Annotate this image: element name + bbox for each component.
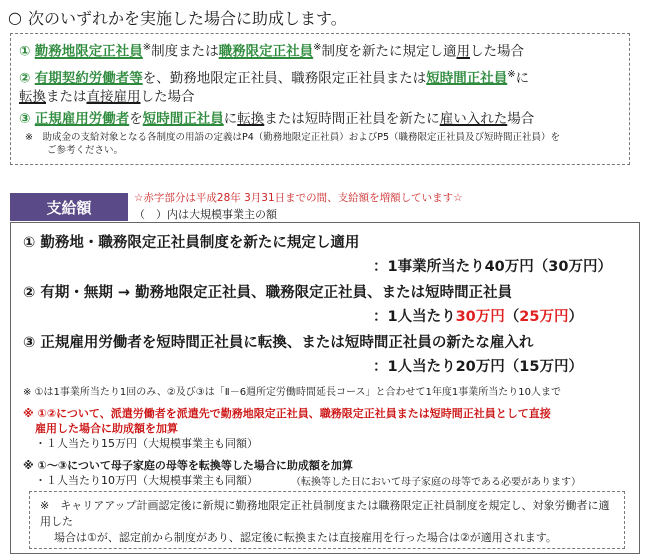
payment-item-2-amount-value: 30万円 [455,309,505,325]
increase-notice: ☆赤字部分は平成28年 3月31日までの間、支給額を増額しています☆ [134,192,463,204]
payment-item-1: ① 勤務地・職務限定正社員制度を新たに規定し適用 [23,235,360,251]
payment-item-2-amount-prefix: ：1人当たり [373,309,456,325]
condition-3-text-2: に [223,111,238,127]
payment-item-2-amount-paren-close: ） [568,309,583,325]
limit-note: ※ ①は1事業所当たり1回のみ、②及び③は「Ⅱ－6週所定労働時間延長コース」と合わせて1年度1事業所当たり10人まで [23,387,562,398]
section-heading [8,6,347,29]
condition-2-text-2: に [515,70,530,86]
condition-1-term-2: 職務限定正社員 [218,43,314,60]
payment-item-2-amount-paren-open: （ [504,309,520,325]
mother-amount: ・１人当たり10万円（大規模事業主も同額） [35,474,258,487]
payment-tag: 支給額 [10,193,128,221]
payment-item-2-amount [373,305,583,326]
career-up-note-line-2: 場合は①が、認定前から制度があり、認定後に転換または直接雇用を行った場合は②が適用されます。 [54,531,557,544]
condition-3-text-4: または短時間正社員を新たに [264,111,440,127]
condition-2-number: ② [19,70,31,86]
condition-1-text-2: 制度を新たに規定し適 [321,43,457,60]
mother-note: ※ ①～③について母子家庭の母等を転換等した場合に助成額を加算 [23,459,353,472]
condition-1-number: ① [19,43,31,60]
career-up-note-line-1: ※ キャリアアップ計画認定後に新規に勤務地限定正社員制度または職務限定正社員制度を規定し、対象労働者に適用した [40,499,610,528]
payment-item-2-amount-large: 25万円 [519,309,569,325]
condition-3-term-2: 短時間正社員 [142,111,224,127]
heading-text: 次のいずれかを実施した場合に助成します。 [27,9,347,28]
dispatch-amount: ・１人当たり15万円（大規模事業主も同額） [35,437,258,450]
condition-1-term-1: 勤務地限定正社員 [34,43,143,60]
condition-3-text-3: 転換 [237,111,265,127]
career-up-note-box [29,491,625,549]
condition-3-text-1: を [129,111,143,127]
condition-3-term-1: 正規雇用労働者 [34,111,130,127]
condition-3-text-5: 雇い入れた [439,111,508,127]
condition-2-text-1: を、勤務地限定正社員、職務限定正社員または [142,70,427,86]
condition-2-text-4: または [46,89,87,105]
payment-item-1-amount: ：1事業所当たり40万円（30万円） [373,259,612,275]
condition-2-text-5: 直接雇用 [86,89,141,105]
definition-note [19,131,621,157]
mother-condition-note: （転換等した日において母子家庭の母等である必要があります） [291,477,581,488]
condition-1-mark-1: ※ [142,42,152,53]
condition-2 [19,65,621,108]
condition-1-text-1: 制度または [151,43,219,60]
payment-item-3-amount: ：1人当たり20万円（15万円） [373,359,583,375]
condition-2-term-2: 短時間正社員 [426,70,508,86]
conditions-box [10,33,630,165]
condition-1 [19,38,621,62]
condition-2-term-1: 有期契約労働者等 [34,70,143,86]
condition-1-text-3: 用 [456,43,471,60]
dispatch-note-line-2: 雇用した場合に助成額を加算 [35,422,178,435]
condition-2-mark: ※ [507,68,516,80]
condition-1-text-4: した場合 [470,43,525,60]
dispatch-note-line-1: ※ ①②について、派遣労働者を派遣先で勤務地限定正社員、職務限定正社員または短時間正社員として直接 [23,407,551,420]
payment-item-2: ② 有期・無期 → 勤務地限定正社員、職務限定正社員、または短時間正社員 [23,285,513,301]
condition-3-number: ③ [19,111,31,127]
condition-3 [19,110,621,129]
condition-2-text-6: した場合 [140,89,195,105]
condition-3-text-6: 場合 [507,111,535,127]
definition-note-line-1: ※ 助成金の支給対象となる各制度の用語の定義はP4（勤務地限定正社員）およびP5（職務限定正社員及び短時間正社員）を [25,132,561,143]
condition-2-text-3: 転換 [19,89,46,105]
circle-icon: ○ [8,8,22,27]
payment-box [10,222,640,554]
payment-item-3: ③ 正規雇用労働者を短時間正社員に転換、または短時間正社員の新たな雇入れ [23,335,534,351]
definition-note-line-2: ご参考ください。 [47,145,124,156]
condition-1-mark-2: ※ [313,42,322,53]
large-employer-notice: （ ）内は大規模事業主の額 [134,208,277,221]
